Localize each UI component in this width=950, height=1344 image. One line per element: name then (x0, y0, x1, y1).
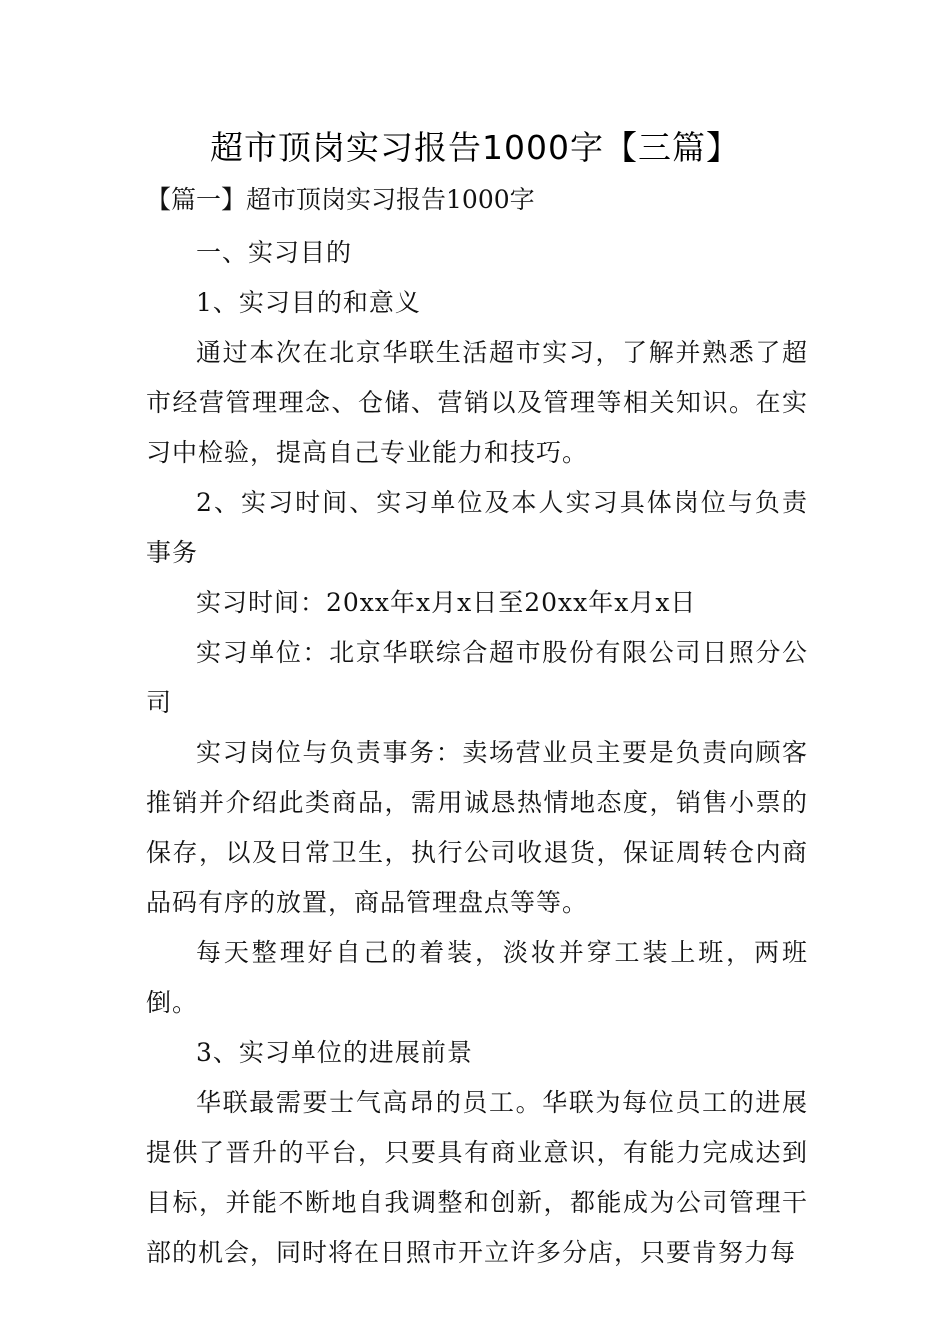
heading-purpose-meaning: 1、实习目的和意义 (196, 288, 421, 317)
internship-unit: 实习单位：北京华联综合超市股份有限公司日照分公司 (146, 638, 808, 717)
heading-purpose: 一、实习目的 (196, 238, 353, 267)
paragraph-daily-routine: 每天整理好自己的着装，淡妆并穿工装上班，两班倒。 (146, 938, 808, 1017)
document-title: 超市顶岗实习报告1000字【三篇】 (210, 128, 740, 167)
section-heading: 【篇一】超市顶岗实习报告1000字 (146, 185, 535, 214)
paragraph-purpose: 通过本次在北京华联生活超市实习，了解并熟悉了超市经营管理理念、仓储、营销以及管理等相关知识。在实习中检验，提高自己专业能力和技巧。 (146, 338, 808, 467)
internship-time: 实习时间：20xx年x月x日至20xx年x月x日 (196, 588, 697, 617)
document-body (146, 228, 808, 1278)
heading-unit-prospects: 3、实习单位的进展前景 (196, 1038, 473, 1067)
paragraph-unit-prospects: 华联最需要士气高昂的员工。华联为每位员工的进展提供了晋升的平台，只要具有商业意识，有能力完成达到目标，并能不断地自我调整和创新，都能成为公司管理干部的机会，同时将在日照市开立许多分店，只要肯努力每 (146, 1088, 808, 1267)
heading-time-unit-position: 2、实习时间、实习单位及本人实习具体岗位与负责事务 (146, 488, 808, 567)
internship-position-duties: 实习岗位与负责事务：卖场营业员主要是负责向顾客推销并介绍此类商品，需用诚恳热情地态度，销售小票的保存，以及日常卫生，执行公司收退货，保证周转仓内商品码有序的放置，商品管理盘点等等。 (146, 738, 808, 917)
